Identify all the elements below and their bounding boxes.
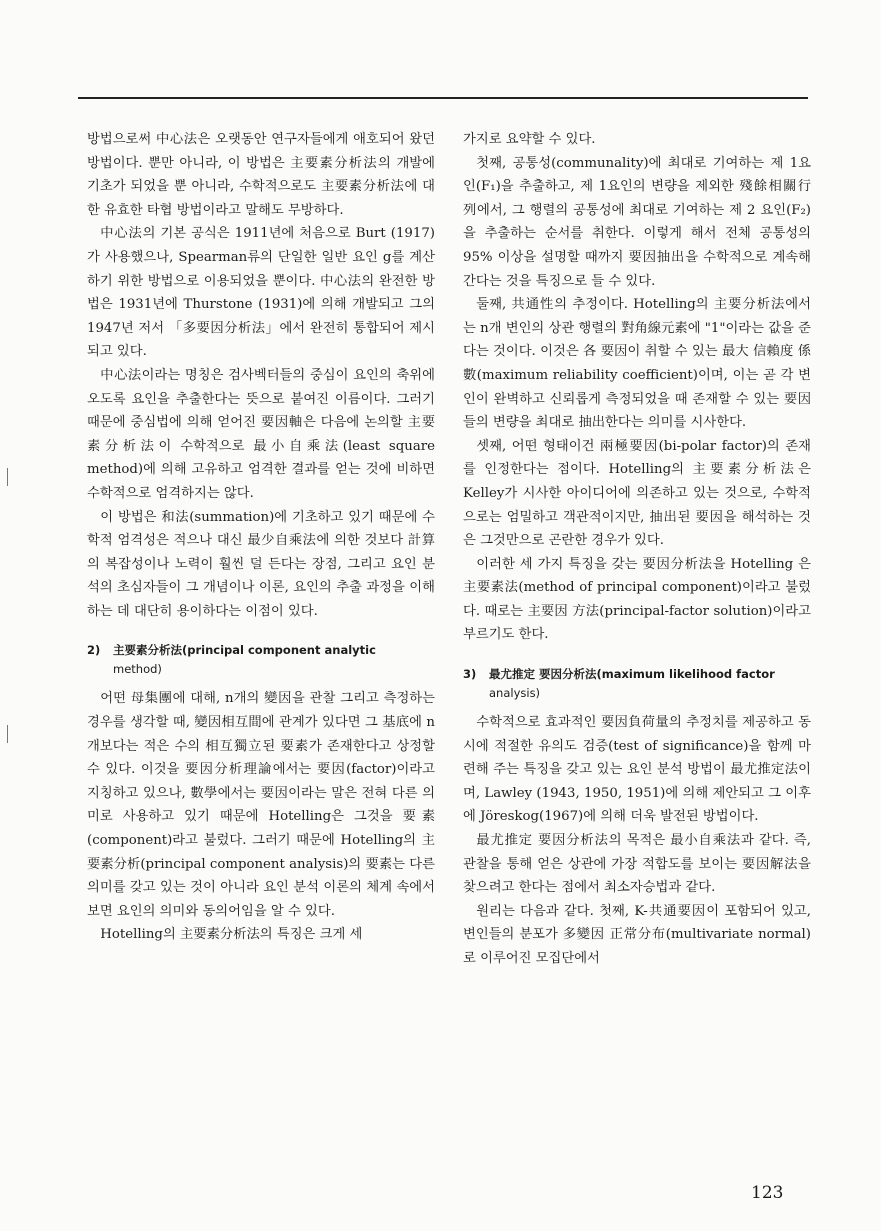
paragraph: Hotelling의 主要素分析法의 특징은 크게 세 <box>100 927 363 943</box>
left-column <box>87 128 435 947</box>
paragraph: 첫째, 공통성(communality)에 최대로 기여하는 제 1요인(F₁)을 추출하고, 제 1요인의 변량을 제외한 殘餘相關行列에서, 그 행렬의 공통성에 최대로 기여하는 제 2 요인(F₂)을 추출하는 순서를 취한다. 이렇게 해서 전체 공통성의 95% 이상을 설명할 때까지 要因抽出을 수학적으로 계속해 간다는 것을 특징으로 들 수 있다. <box>463 155 811 289</box>
section-title-cont: method) <box>113 662 162 677</box>
paragraph: 이러한 세 가지 특징을 갖는 要因分析法을 Hotelling 은 主要素法(method of principal component)이라고 불렀다. 때로는 主要因 方法(principal-factor solution)이라고 부르기도 한다. <box>463 556 811 643</box>
page-number: 123 <box>751 1183 784 1203</box>
margin-mark <box>7 468 8 486</box>
paragraph: 방법으로써 中心法은 오랫동안 연구자들에게 애호되어 왔던 방법이다. 뿐만 아니라, 이 방법은 主要素分析法의 개발에 기초가 되었을 뿐 아니라, 수학적으로도 主要素分析法에 대한 유효한 타협 방법이라고 말해도 무방하다. <box>87 132 435 218</box>
section-title-cont: analysis) <box>489 686 541 701</box>
paragraph: 어떤 母集團에 대해, n개의 變因을 관찰 그리고 측정하는 경우를 생각할 때, 變因相互間에 관계가 있다면 그 基底에 n 개보다는 적은 수의 相互獨立된 要素가 존재한다고 상정할 수 있다. 이것을 要因分析理論에서는 要因(factor)이라고 지칭하고 있으나, 數學에서는 要因이라는 말은 전혀 다른 의미로 사용하고 있기 때문에 Hotelling은 그것을 要素(component)라고 불렀다. 그러기 때문에 Hotelling의 主要素分析(principal component analysis)의 要素는 다른 의미를 갖고 있는 것이 아니라 요인 분석 이론의 체계 속에서 보면 요인의 의미와 동의어임을 알 수 있다. <box>87 691 435 919</box>
right-column <box>463 128 811 971</box>
section-title: 主要素分析法(principal component analytic <box>113 643 376 658</box>
paragraph: 最尤推定 要因分析法의 목적은 最小自乘法과 같다. 즉, 관찰을 통해 얻은 상관에 가장 적합도를 보이는 要因解法을 찾으려고 한다는 점에서 최소자승법과 같다. <box>463 833 811 896</box>
paragraph: 中心法이라는 명칭은 검사벡터들의 중심이 요인의 축위에 오도록 요인을 추출한다는 뜻으로 붙여진 이름이다. 그러기 때문에 중심법에 의해 얻어진 要因軸은 다음에 논의할 主要素分析法이 수학적으로 最小自乘法(least square method)에 의해 고유하고 엄격한 결과를 얻는 것에 비하면 수학적으로 엄격하지는 않다. <box>87 367 435 501</box>
section-number: 2) <box>87 643 101 658</box>
header-rule <box>78 97 808 99</box>
margin-mark <box>7 725 8 743</box>
paragraph: 원리는 다음과 같다. 첫째, K-共通要因이 포함되어 있고, 변인들의 분포가 多變因 正常分布(multivariate normal)로 이루어진 모집단에서 <box>463 903 811 966</box>
section-heading <box>463 665 811 703</box>
paragraph: 中心法의 기본 공식은 1911년에 처음으로 Burt (1917)가 사용했으나, Spearman류의 단일한 일반 요인 g를 계산하기 위한 방법으로 이용되었을 뿐이다. 中心法의 완전한 방법은 1931년에 Thurstone (1931)에 의해 개발되고 그의 1947년 저서 「多要因分析法」에서 완전히 통합되어 제시되고 있다. <box>87 226 435 360</box>
paragraph: 둘째, 共通性의 추정이다. Hotelling의 主要分析法에서는 n개 변인의 상관 행렬의 對角線元素에 "1"이라는 값을 준다는 것이다. 이것은 各 要因이 취할 수 있는 最大 信賴度 係數(maximum reliability coefficient)이며, 이는 곧 각 변인이 완벽하고 신뢰롭게 측정되었을 때 존재할 수 있는 要因들의 변량을 최대로 抽出한다는 의미를 시사한다. <box>463 297 811 431</box>
paragraph: 수학적으로 효과적인 要因負荷量의 추정치를 제공하고 동시에 적절한 유의도 검증(test of significance)을 함께 마련해 주는 특징을 갖고 있는 요인 분석 방법이 最尤推定法이며, Lawley (1943, 1950, 1951)에 의해 제안되고 그 이후에 Jöreskog(1967)에 의해 더욱 발전된 방법이다. <box>463 715 811 825</box>
section-number: 3) <box>463 667 477 682</box>
section-title: 最尤推定 要因分析法(maximum likelihood factor <box>489 667 775 682</box>
paragraph: 이 방법은 和法(summation)에 기초하고 있기 때문에 수학적 엄격성은 적으나 대신 最少自乘法에 의한 것보다 計算의 복잡성이나 노력이 훨씬 덜 든다는 장점, 그리고 요인 분석의 초심자들이 그 개념이나 이론, 요인의 추출 과정을 이해하는 데 대단히 용이하다는 이점이 있다. <box>87 509 435 619</box>
section-heading <box>87 641 435 679</box>
paragraph: 셋째, 어떤 형태이건 兩極要因(bi-polar factor)의 존재를 인정한다는 점이다. Hotelling의 主要素分析法은 Kelley가 시사한 아이디어에 의존하고 있는 것으로, 수학적으로는 엄밀하고 객관적이지만, 抽出된 要因을 해석하는 것은 그것만으로 곤란한 경우가 있다. <box>463 438 811 549</box>
paragraph: 가지로 요약할 수 있다. <box>463 132 596 147</box>
